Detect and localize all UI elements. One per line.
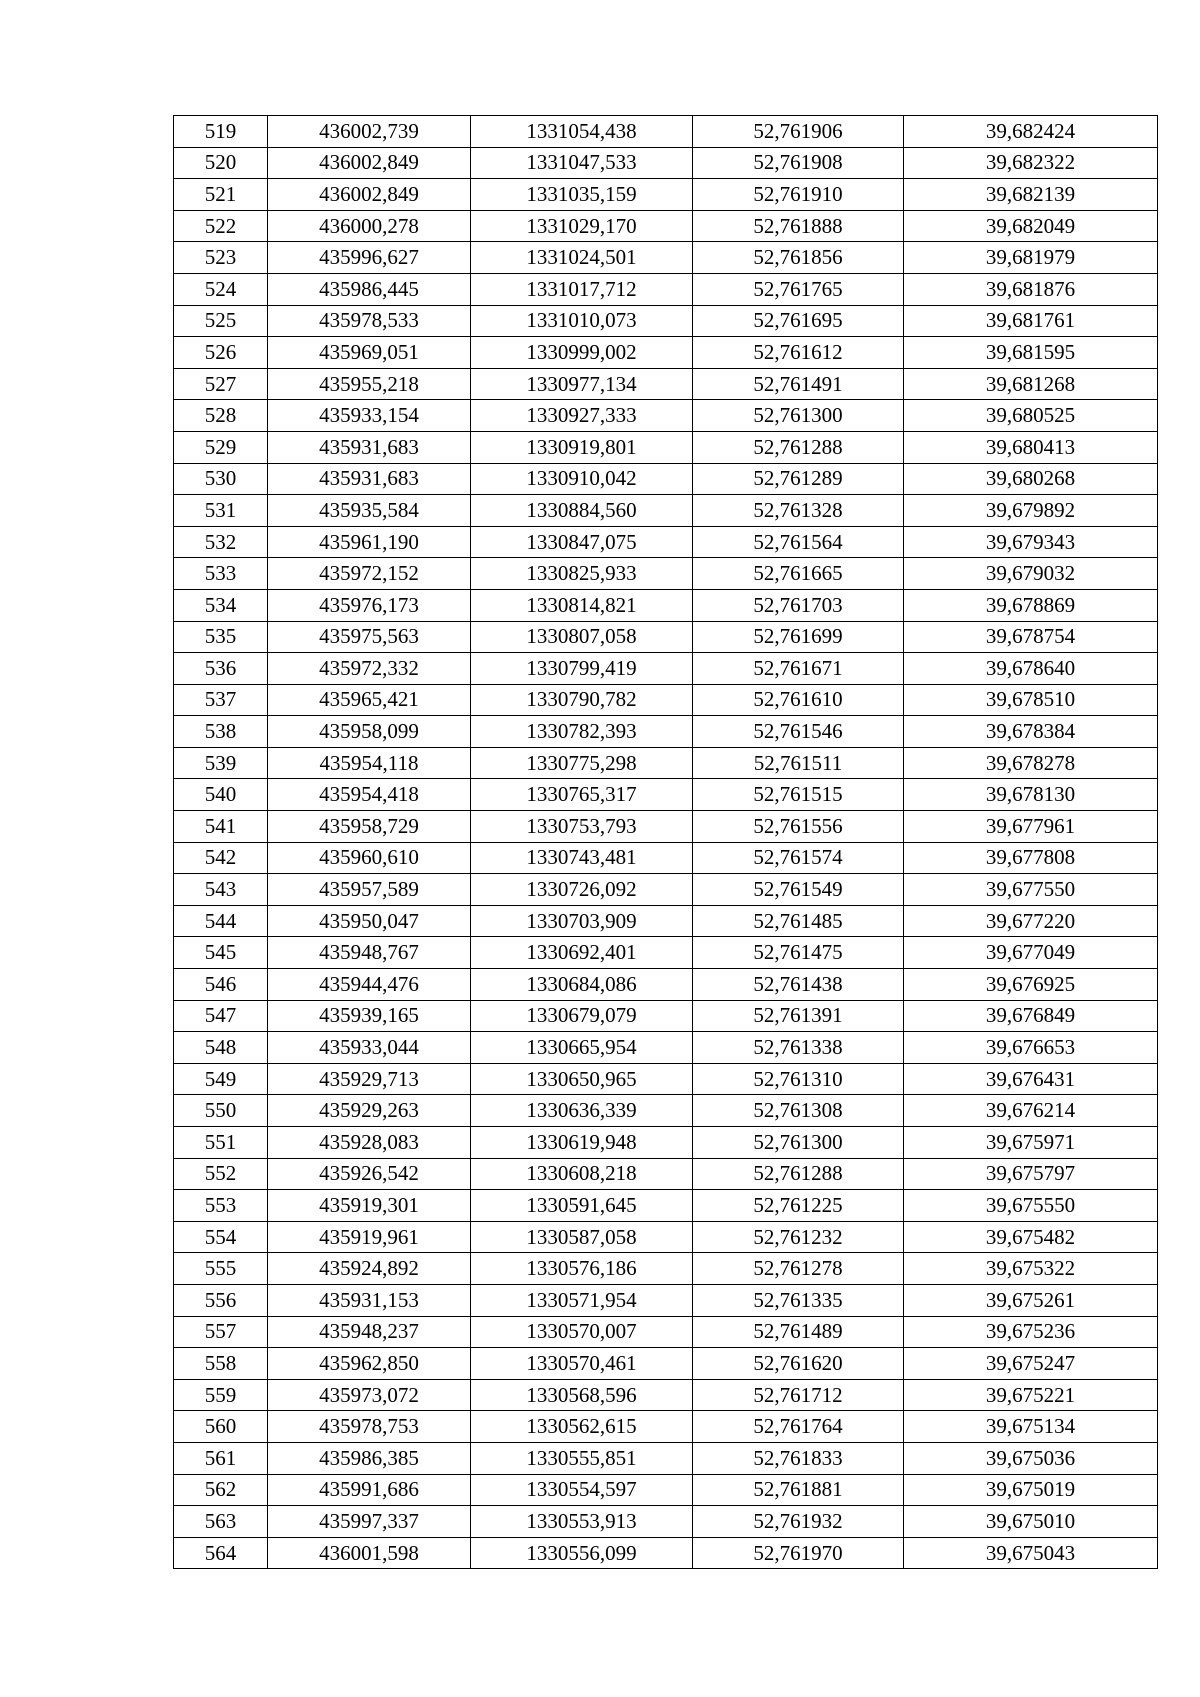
y-coordinate-cell: 1330884,560	[471, 495, 693, 527]
y-coordinate-cell: 1330765,317	[471, 779, 693, 811]
x-coordinate-cell: 436002,849	[268, 147, 471, 179]
point-number-cell: 524	[174, 273, 268, 305]
latitude-cell: 52,761485	[693, 905, 904, 937]
y-coordinate-cell: 1330847,075	[471, 526, 693, 558]
x-coordinate-cell: 435958,729	[268, 811, 471, 843]
y-coordinate-cell: 1330692,401	[471, 937, 693, 969]
longitude-cell: 39,682424	[904, 116, 1158, 148]
latitude-cell: 52,761881	[693, 1474, 904, 1506]
x-coordinate-cell: 435944,476	[268, 969, 471, 1001]
latitude-cell: 52,761564	[693, 526, 904, 558]
table-row	[174, 337, 1158, 369]
x-coordinate-cell: 435969,051	[268, 337, 471, 369]
point-number-cell: 549	[174, 1063, 268, 1095]
point-number-cell: 554	[174, 1221, 268, 1253]
table-row	[174, 842, 1158, 874]
y-coordinate-cell: 1330553,913	[471, 1506, 693, 1538]
latitude-cell: 52,761833	[693, 1442, 904, 1474]
latitude-cell: 52,761620	[693, 1348, 904, 1380]
longitude-cell: 39,677961	[904, 811, 1158, 843]
point-number-cell: 523	[174, 242, 268, 274]
point-number-cell: 552	[174, 1158, 268, 1190]
longitude-cell: 39,675971	[904, 1127, 1158, 1159]
coordinates-table	[173, 115, 1158, 1569]
x-coordinate-cell: 435948,237	[268, 1316, 471, 1348]
longitude-cell: 39,677550	[904, 874, 1158, 906]
x-coordinate-cell: 435948,767	[268, 937, 471, 969]
latitude-cell: 52,761699	[693, 621, 904, 653]
latitude-cell: 52,761970	[693, 1537, 904, 1569]
y-coordinate-cell: 1330555,851	[471, 1442, 693, 1474]
x-coordinate-cell: 436001,598	[268, 1537, 471, 1569]
table-row	[174, 526, 1158, 558]
x-coordinate-cell: 435972,152	[268, 558, 471, 590]
point-number-cell: 531	[174, 495, 268, 527]
x-coordinate-cell: 435929,263	[268, 1095, 471, 1127]
table-row	[174, 1000, 1158, 1032]
latitude-cell: 52,761612	[693, 337, 904, 369]
point-number-cell: 537	[174, 684, 268, 716]
y-coordinate-cell: 1330587,058	[471, 1221, 693, 1253]
point-number-cell: 526	[174, 337, 268, 369]
latitude-cell: 52,761671	[693, 653, 904, 685]
longitude-cell: 39,675036	[904, 1442, 1158, 1474]
x-coordinate-cell: 435954,118	[268, 747, 471, 779]
x-coordinate-cell: 435986,445	[268, 273, 471, 305]
x-coordinate-cell: 435962,850	[268, 1348, 471, 1380]
latitude-cell: 52,761932	[693, 1506, 904, 1538]
y-coordinate-cell: 1330591,645	[471, 1190, 693, 1222]
y-coordinate-cell: 1330814,821	[471, 589, 693, 621]
x-coordinate-cell: 435961,190	[268, 526, 471, 558]
table-row	[174, 1253, 1158, 1285]
longitude-cell: 39,680525	[904, 400, 1158, 432]
longitude-cell: 39,679032	[904, 558, 1158, 590]
x-coordinate-cell: 435924,892	[268, 1253, 471, 1285]
y-coordinate-cell: 1331029,170	[471, 210, 693, 242]
x-coordinate-cell: 435973,072	[268, 1379, 471, 1411]
x-coordinate-cell: 435931,153	[268, 1284, 471, 1316]
latitude-cell: 52,761278	[693, 1253, 904, 1285]
latitude-cell: 52,761288	[693, 1158, 904, 1190]
point-number-cell: 548	[174, 1032, 268, 1064]
x-coordinate-cell: 435955,218	[268, 368, 471, 400]
table-row	[174, 210, 1158, 242]
latitude-cell: 52,761712	[693, 1379, 904, 1411]
x-coordinate-cell: 435978,753	[268, 1411, 471, 1443]
latitude-cell: 52,761556	[693, 811, 904, 843]
table-row	[174, 1537, 1158, 1569]
latitude-cell: 52,761549	[693, 874, 904, 906]
point-number-cell: 545	[174, 937, 268, 969]
latitude-cell: 52,761328	[693, 495, 904, 527]
point-number-cell: 522	[174, 210, 268, 242]
point-number-cell: 546	[174, 969, 268, 1001]
y-coordinate-cell: 1330910,042	[471, 463, 693, 495]
x-coordinate-cell: 435919,961	[268, 1221, 471, 1253]
table-row	[174, 273, 1158, 305]
y-coordinate-cell: 1330825,933	[471, 558, 693, 590]
longitude-cell: 39,681268	[904, 368, 1158, 400]
latitude-cell: 52,761610	[693, 684, 904, 716]
point-number-cell: 557	[174, 1316, 268, 1348]
x-coordinate-cell: 436000,278	[268, 210, 471, 242]
latitude-cell: 52,761232	[693, 1221, 904, 1253]
point-number-cell: 558	[174, 1348, 268, 1380]
table-row	[174, 242, 1158, 274]
latitude-cell: 52,761475	[693, 937, 904, 969]
longitude-cell: 39,677049	[904, 937, 1158, 969]
y-coordinate-cell: 1331017,712	[471, 273, 693, 305]
x-coordinate-cell: 435931,683	[268, 463, 471, 495]
table-row	[174, 905, 1158, 937]
y-coordinate-cell: 1330753,793	[471, 811, 693, 843]
y-coordinate-cell: 1330562,615	[471, 1411, 693, 1443]
latitude-cell: 52,761310	[693, 1063, 904, 1095]
table-row	[174, 589, 1158, 621]
table-row	[174, 558, 1158, 590]
longitude-cell: 39,675550	[904, 1190, 1158, 1222]
x-coordinate-cell: 435978,533	[268, 305, 471, 337]
latitude-cell: 52,761908	[693, 147, 904, 179]
longitude-cell: 39,681761	[904, 305, 1158, 337]
x-coordinate-cell: 435933,154	[268, 400, 471, 432]
x-coordinate-cell: 435960,610	[268, 842, 471, 874]
longitude-cell: 39,678384	[904, 716, 1158, 748]
x-coordinate-cell: 435957,589	[268, 874, 471, 906]
point-number-cell: 551	[174, 1127, 268, 1159]
longitude-cell: 39,675482	[904, 1221, 1158, 1253]
y-coordinate-cell: 1330743,481	[471, 842, 693, 874]
y-coordinate-cell: 1330570,461	[471, 1348, 693, 1380]
table-row	[174, 874, 1158, 906]
latitude-cell: 52,761300	[693, 1127, 904, 1159]
point-number-cell: 533	[174, 558, 268, 590]
y-coordinate-cell: 1330636,339	[471, 1095, 693, 1127]
longitude-cell: 39,675010	[904, 1506, 1158, 1538]
table-row	[174, 1284, 1158, 1316]
point-number-cell: 528	[174, 400, 268, 432]
latitude-cell: 52,761300	[693, 400, 904, 432]
x-coordinate-cell: 435935,584	[268, 495, 471, 527]
latitude-cell: 52,761888	[693, 210, 904, 242]
point-number-cell: 529	[174, 431, 268, 463]
x-coordinate-cell: 435958,099	[268, 716, 471, 748]
latitude-cell: 52,761703	[693, 589, 904, 621]
table-row	[174, 1063, 1158, 1095]
latitude-cell: 52,761391	[693, 1000, 904, 1032]
y-coordinate-cell: 1330775,298	[471, 747, 693, 779]
latitude-cell: 52,761225	[693, 1190, 904, 1222]
longitude-cell: 39,682322	[904, 147, 1158, 179]
table-row	[174, 969, 1158, 1001]
y-coordinate-cell: 1330782,393	[471, 716, 693, 748]
latitude-cell: 52,761338	[693, 1032, 904, 1064]
x-coordinate-cell: 435991,686	[268, 1474, 471, 1506]
table-row	[174, 1411, 1158, 1443]
longitude-cell: 39,676214	[904, 1095, 1158, 1127]
x-coordinate-cell: 435986,385	[268, 1442, 471, 1474]
point-number-cell: 547	[174, 1000, 268, 1032]
point-number-cell: 532	[174, 526, 268, 558]
latitude-cell: 52,761764	[693, 1411, 904, 1443]
point-number-cell: 542	[174, 842, 268, 874]
table-row	[174, 1442, 1158, 1474]
x-coordinate-cell: 435950,047	[268, 905, 471, 937]
longitude-cell: 39,678130	[904, 779, 1158, 811]
x-coordinate-cell: 435929,713	[268, 1063, 471, 1095]
point-number-cell: 539	[174, 747, 268, 779]
table-row	[174, 1221, 1158, 1253]
table-row	[174, 1190, 1158, 1222]
longitude-cell: 39,675043	[904, 1537, 1158, 1569]
point-number-cell: 564	[174, 1537, 268, 1569]
y-coordinate-cell: 1330977,134	[471, 368, 693, 400]
point-number-cell: 541	[174, 811, 268, 843]
x-coordinate-cell: 435975,563	[268, 621, 471, 653]
y-coordinate-cell: 1331024,501	[471, 242, 693, 274]
y-coordinate-cell: 1330570,007	[471, 1316, 693, 1348]
y-coordinate-cell: 1330554,597	[471, 1474, 693, 1506]
table-row	[174, 179, 1158, 211]
table-row	[174, 1316, 1158, 1348]
x-coordinate-cell: 435965,421	[268, 684, 471, 716]
latitude-cell: 52,761695	[693, 305, 904, 337]
longitude-cell: 39,675236	[904, 1316, 1158, 1348]
x-coordinate-cell: 436002,849	[268, 179, 471, 211]
x-coordinate-cell: 435931,683	[268, 431, 471, 463]
latitude-cell: 52,761308	[693, 1095, 904, 1127]
x-coordinate-cell: 435954,418	[268, 779, 471, 811]
table-row	[174, 779, 1158, 811]
y-coordinate-cell: 1330919,801	[471, 431, 693, 463]
x-coordinate-cell: 435996,627	[268, 242, 471, 274]
longitude-cell: 39,679343	[904, 526, 1158, 558]
latitude-cell: 52,761491	[693, 368, 904, 400]
longitude-cell: 39,675322	[904, 1253, 1158, 1285]
longitude-cell: 39,677808	[904, 842, 1158, 874]
latitude-cell: 52,761856	[693, 242, 904, 274]
point-number-cell: 561	[174, 1442, 268, 1474]
y-coordinate-cell: 1330619,948	[471, 1127, 693, 1159]
point-number-cell: 536	[174, 653, 268, 685]
y-coordinate-cell: 1330576,186	[471, 1253, 693, 1285]
longitude-cell: 39,678754	[904, 621, 1158, 653]
point-number-cell: 520	[174, 147, 268, 179]
longitude-cell: 39,675019	[904, 1474, 1158, 1506]
table-row	[174, 1379, 1158, 1411]
y-coordinate-cell: 1330726,092	[471, 874, 693, 906]
longitude-cell: 39,682049	[904, 210, 1158, 242]
latitude-cell: 52,761288	[693, 431, 904, 463]
y-coordinate-cell: 1330807,058	[471, 621, 693, 653]
point-number-cell: 550	[174, 1095, 268, 1127]
longitude-cell: 39,681595	[904, 337, 1158, 369]
longitude-cell: 39,680413	[904, 431, 1158, 463]
x-coordinate-cell: 435933,044	[268, 1032, 471, 1064]
y-coordinate-cell: 1330556,099	[471, 1537, 693, 1569]
table-row	[174, 147, 1158, 179]
latitude-cell: 52,761335	[693, 1284, 904, 1316]
longitude-cell: 39,678869	[904, 589, 1158, 621]
point-number-cell: 562	[174, 1474, 268, 1506]
latitude-cell: 52,761515	[693, 779, 904, 811]
table-row	[174, 1095, 1158, 1127]
point-number-cell: 530	[174, 463, 268, 495]
coordinates-table-body	[174, 116, 1158, 1569]
table-row	[174, 305, 1158, 337]
y-coordinate-cell: 1330650,965	[471, 1063, 693, 1095]
point-number-cell: 519	[174, 116, 268, 148]
y-coordinate-cell: 1330679,079	[471, 1000, 693, 1032]
point-number-cell: 544	[174, 905, 268, 937]
point-number-cell: 563	[174, 1506, 268, 1538]
latitude-cell: 52,761489	[693, 1316, 904, 1348]
point-number-cell: 555	[174, 1253, 268, 1285]
point-number-cell: 559	[174, 1379, 268, 1411]
longitude-cell: 39,676849	[904, 1000, 1158, 1032]
latitude-cell: 52,761438	[693, 969, 904, 1001]
x-coordinate-cell: 435928,083	[268, 1127, 471, 1159]
y-coordinate-cell: 1330684,086	[471, 969, 693, 1001]
longitude-cell: 39,676925	[904, 969, 1158, 1001]
table-row	[174, 1032, 1158, 1064]
latitude-cell: 52,761546	[693, 716, 904, 748]
point-number-cell: 521	[174, 179, 268, 211]
y-coordinate-cell: 1330999,002	[471, 337, 693, 369]
table-row	[174, 747, 1158, 779]
latitude-cell: 52,761574	[693, 842, 904, 874]
x-coordinate-cell: 435919,301	[268, 1190, 471, 1222]
table-row	[174, 400, 1158, 432]
table-row	[174, 621, 1158, 653]
longitude-cell: 39,675261	[904, 1284, 1158, 1316]
table-row	[174, 1158, 1158, 1190]
point-number-cell: 543	[174, 874, 268, 906]
longitude-cell: 39,676653	[904, 1032, 1158, 1064]
x-coordinate-cell: 435939,165	[268, 1000, 471, 1032]
longitude-cell: 39,676431	[904, 1063, 1158, 1095]
x-coordinate-cell: 435997,337	[268, 1506, 471, 1538]
table-row	[174, 1506, 1158, 1538]
longitude-cell: 39,675221	[904, 1379, 1158, 1411]
y-coordinate-cell: 1330790,782	[471, 684, 693, 716]
x-coordinate-cell: 436002,739	[268, 116, 471, 148]
latitude-cell: 52,761289	[693, 463, 904, 495]
point-number-cell: 534	[174, 589, 268, 621]
longitude-cell: 39,680268	[904, 463, 1158, 495]
x-coordinate-cell: 435926,542	[268, 1158, 471, 1190]
y-coordinate-cell: 1330927,333	[471, 400, 693, 432]
y-coordinate-cell: 1330571,954	[471, 1284, 693, 1316]
table-row	[174, 937, 1158, 969]
point-number-cell: 535	[174, 621, 268, 653]
y-coordinate-cell: 1331010,073	[471, 305, 693, 337]
y-coordinate-cell: 1331035,159	[471, 179, 693, 211]
y-coordinate-cell: 1331047,533	[471, 147, 693, 179]
longitude-cell: 39,682139	[904, 179, 1158, 211]
table-row	[174, 368, 1158, 400]
table-row	[174, 1474, 1158, 1506]
table-row	[174, 463, 1158, 495]
x-coordinate-cell: 435972,332	[268, 653, 471, 685]
table-row	[174, 716, 1158, 748]
table-row	[174, 811, 1158, 843]
y-coordinate-cell: 1330665,954	[471, 1032, 693, 1064]
longitude-cell: 39,681979	[904, 242, 1158, 274]
y-coordinate-cell: 1330608,218	[471, 1158, 693, 1190]
y-coordinate-cell: 1331054,438	[471, 116, 693, 148]
longitude-cell: 39,675797	[904, 1158, 1158, 1190]
point-number-cell: 553	[174, 1190, 268, 1222]
table-row	[174, 431, 1158, 463]
latitude-cell: 52,761665	[693, 558, 904, 590]
table-row	[174, 495, 1158, 527]
table-row	[174, 1348, 1158, 1380]
latitude-cell: 52,761910	[693, 179, 904, 211]
latitude-cell: 52,761511	[693, 747, 904, 779]
longitude-cell: 39,678510	[904, 684, 1158, 716]
point-number-cell: 538	[174, 716, 268, 748]
longitude-cell: 39,675247	[904, 1348, 1158, 1380]
latitude-cell: 52,761906	[693, 116, 904, 148]
y-coordinate-cell: 1330703,909	[471, 905, 693, 937]
longitude-cell: 39,677220	[904, 905, 1158, 937]
table-row	[174, 116, 1158, 148]
y-coordinate-cell: 1330568,596	[471, 1379, 693, 1411]
table-row	[174, 684, 1158, 716]
point-number-cell: 540	[174, 779, 268, 811]
point-number-cell: 560	[174, 1411, 268, 1443]
longitude-cell: 39,678278	[904, 747, 1158, 779]
table-row	[174, 1127, 1158, 1159]
y-coordinate-cell: 1330799,419	[471, 653, 693, 685]
longitude-cell: 39,675134	[904, 1411, 1158, 1443]
point-number-cell: 556	[174, 1284, 268, 1316]
longitude-cell: 39,681876	[904, 273, 1158, 305]
point-number-cell: 527	[174, 368, 268, 400]
latitude-cell: 52,761765	[693, 273, 904, 305]
x-coordinate-cell: 435976,173	[268, 589, 471, 621]
table-row	[174, 653, 1158, 685]
longitude-cell: 39,679892	[904, 495, 1158, 527]
point-number-cell: 525	[174, 305, 268, 337]
longitude-cell: 39,678640	[904, 653, 1158, 685]
